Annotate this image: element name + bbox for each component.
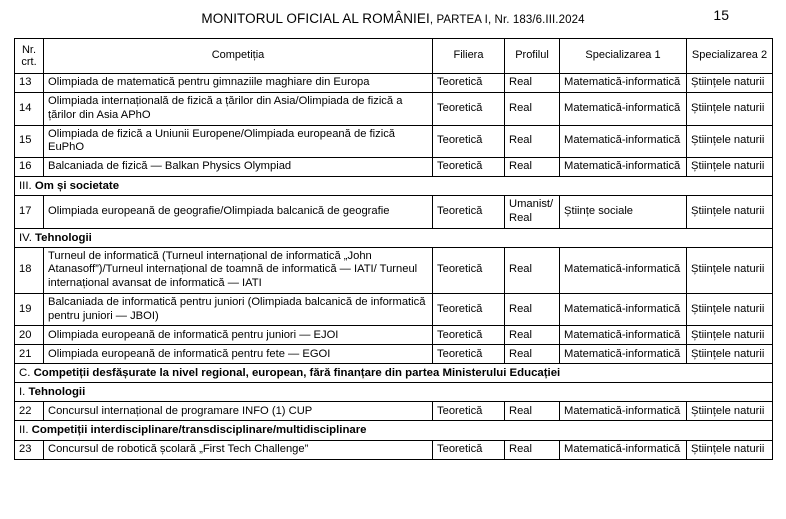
section-prefix: III. <box>19 180 35 193</box>
cell-filiera: Teoretică <box>433 74 505 93</box>
cell-nr-crt: 16 <box>15 158 44 177</box>
table-row <box>15 125 773 158</box>
cell-nr-crt: 22 <box>15 402 44 421</box>
cell-nr-crt: 21 <box>15 345 44 364</box>
cell-specializarea-1: Matematică-informatică <box>560 247 687 293</box>
cell-specializarea-1: Matematică-informatică <box>560 326 687 345</box>
cell-competitia: Balcaniada de fizică — Balkan Physics Olympiad <box>44 158 433 177</box>
cell-specializarea-1: Matematică-informatică <box>560 345 687 364</box>
section-title: Tehnologii <box>28 386 86 399</box>
column-header-fil: Filiera <box>433 39 505 74</box>
section-title: Om și societate <box>34 180 120 193</box>
cell-profilul: Real <box>505 74 560 93</box>
section-prefix: I. <box>19 386 29 399</box>
cell-specializarea-2: Științele naturii <box>687 196 773 229</box>
cell-competitia: Concursul internațional de programare INFO (1) CUP <box>44 402 433 421</box>
section-prefix: C. <box>19 367 34 380</box>
cell-profilul: Real <box>505 293 560 326</box>
section-heading <box>15 383 773 402</box>
cell-specializarea-2: Științele naturii <box>687 293 773 326</box>
section-prefix: II. <box>19 424 32 437</box>
section-title: Competiții desfășurate la nivel regional, european, fără finanțare din partea Ministerului Educației <box>33 367 561 380</box>
cell-profilul: Real <box>505 247 560 293</box>
cell-filiera: Teoretică <box>433 440 505 459</box>
running-head-publication: MONITORUL OFICIAL AL ROMÂNIEI <box>201 11 430 26</box>
column-header-sp2: Specializarea 2 <box>687 39 773 74</box>
table-section-row <box>15 177 773 196</box>
cell-profilul: Real <box>505 326 560 345</box>
cell-nr-crt: 15 <box>15 125 44 158</box>
column-header-nr-crt <box>15 39 44 74</box>
cell-filiera: Teoretică <box>433 158 505 177</box>
cell-specializarea-2: Științele naturii <box>687 247 773 293</box>
cell-specializarea-1: Matematică-informatică <box>560 293 687 326</box>
cell-specializarea-1: Matematică-informatică <box>560 74 687 93</box>
table-row <box>15 326 773 345</box>
cell-competitia: Olimpiada europeană de geografie/Olimpiada balcanică de geografie <box>44 196 433 229</box>
cell-nr-crt: 17 <box>15 196 44 229</box>
cell-competitia: Concursul de robotică școlară „First Tech Challenge” <box>44 440 433 459</box>
cell-competitia: Olimpiada europeană de informatică pentru juniori — EJOI <box>44 326 433 345</box>
column-header-sp1: Specializarea 1 <box>560 39 687 74</box>
cell-specializarea-2: Științele naturii <box>687 345 773 364</box>
cell-filiera: Teoretică <box>433 345 505 364</box>
running-head-issue: , PARTEA I, Nr. 183/6.III.2024 <box>429 14 585 26</box>
cell-filiera: Teoretică <box>433 125 505 158</box>
cell-specializarea-1: Matematică-informatică <box>560 440 687 459</box>
cell-competitia: Olimpiada de fizică a Uniunii Europene/Olimpiada europeană de fizică EuPhO <box>44 125 433 158</box>
table-section-row <box>15 364 773 383</box>
section-heading <box>15 228 773 247</box>
cell-nr-crt: 18 <box>15 247 44 293</box>
cell-nr-crt: 19 <box>15 293 44 326</box>
table-row <box>15 247 773 293</box>
cell-profilul: Real <box>505 402 560 421</box>
cell-competitia: Olimpiada europeană de informatică pentru fete — EGOI <box>44 345 433 364</box>
cell-filiera: Teoretică <box>433 293 505 326</box>
cell-filiera: Teoretică <box>433 196 505 229</box>
cell-specializarea-1: Matematică-informatică <box>560 402 687 421</box>
cell-nr-crt: 14 <box>15 93 44 126</box>
competitions-table <box>14 38 773 460</box>
column-header-nr-line1: Nr. <box>21 43 37 56</box>
cell-profilul: Real <box>505 440 560 459</box>
section-heading <box>15 421 773 440</box>
cell-nr-crt: 13 <box>15 74 44 93</box>
cell-specializarea-2: Științele naturii <box>687 93 773 126</box>
table-section-row <box>15 383 773 402</box>
cell-profilul: Real <box>505 93 560 126</box>
table-row <box>15 402 773 421</box>
table-row <box>15 293 773 326</box>
cell-profilul: Umanist/ Real <box>505 196 560 229</box>
section-heading <box>15 364 773 383</box>
cell-specializarea-2: Științele naturii <box>687 402 773 421</box>
cell-profilul: Real <box>505 125 560 158</box>
table-section-row <box>15 228 773 247</box>
section-prefix: IV. <box>19 231 36 244</box>
table-row <box>15 158 773 177</box>
section-title: Tehnologii <box>35 231 92 244</box>
table-row <box>15 440 773 459</box>
section-title: Competiții interdisciplinare/transdisciplinare/multidisciplinare <box>31 424 367 437</box>
column-header-comp: Competiția <box>44 39 433 74</box>
table-row <box>15 196 773 229</box>
cell-specializarea-1: Matematică-informatică <box>560 93 687 126</box>
cell-competitia: Turneul de informatică (Turneul internațional de informatică „John Atanasoff”)/Turneul internațional de toamnă de informatică — IATI/ Turneul internațional avansat de informatică — IATI <box>44 247 433 293</box>
table-header-row <box>15 39 773 74</box>
table-row <box>15 345 773 364</box>
column-header-nr-line2: crt. <box>21 56 37 68</box>
cell-specializarea-1: Matematică-informatică <box>560 158 687 177</box>
cell-specializarea-2: Științele naturii <box>687 158 773 177</box>
cell-profilul: Real <box>505 158 560 177</box>
section-heading <box>15 177 773 196</box>
cell-competitia: Olimpiada de matematică pentru gimnaziile maghiare din Europa <box>44 74 433 93</box>
cell-specializarea-2: Științele naturii <box>687 440 773 459</box>
table-row <box>15 93 773 126</box>
cell-filiera: Teoretică <box>433 93 505 126</box>
cell-specializarea-1: Matematică-informatică <box>560 125 687 158</box>
cell-filiera: Teoretică <box>433 326 505 345</box>
running-head <box>0 11 786 26</box>
cell-profilul: Real <box>505 345 560 364</box>
cell-competitia: Olimpiada internațională de fizică a țărilor din Asia/Olimpiada de fizică a țărilor din Asia APhO <box>44 93 433 126</box>
page-number: 15 <box>713 7 729 23</box>
cell-nr-crt: 20 <box>15 326 44 345</box>
cell-specializarea-2: Științele naturii <box>687 125 773 158</box>
table-section-row <box>15 421 773 440</box>
cell-filiera: Teoretică <box>433 402 505 421</box>
column-header-prof: Profilul <box>505 39 560 74</box>
cell-specializarea-2: Științele naturii <box>687 326 773 345</box>
cell-specializarea-1: Științe sociale <box>560 196 687 229</box>
cell-filiera: Teoretică <box>433 247 505 293</box>
table-row <box>15 74 773 93</box>
cell-specializarea-2: Științele naturii <box>687 74 773 93</box>
cell-competitia: Balcaniada de informatică pentru juniori (Olimpiada balcanică de informatică pentru juniori — JBOI) <box>44 293 433 326</box>
cell-nr-crt: 23 <box>15 440 44 459</box>
